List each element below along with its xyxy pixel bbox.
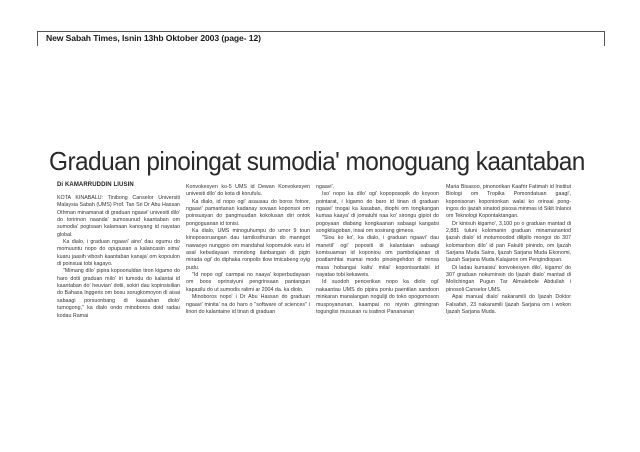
paragraph: Dr kinisuh kigamo', 3,100 po o graduan mantad di 2,881 tuluni kolomanin graduan minamanantod ijazah dialo' id motumoodod dilipilo mongoi do 307 kolomanbon dilo' id pan Fakulti pinindo, om Ijazah Sarjana Muda Sains, Ijazah Sarjana Muda Ekonomi, Ijazah Sarjana Muda Kalajaron om Pengindiopan. bbox=[446, 220, 571, 264]
paragraph: Di ladau kumaisiu' konvokesyen dilo', kigamo' do 307 graduan nokuminsin do Ijazah dialo' mantad di Molichingan Pugun Tar Almalebole Abdullah i pinosoli Canselor UMS. bbox=[446, 264, 571, 293]
paragraph: Ka dialo, UMS minoguhumpu do umor 9 toun kinoposoruangan dau tamilosthunan do manngot nawaoyo nunggoo om mandahat kopomulok vuru id asal kebudayaan mondong ilanbangan di pigin mirada ogi' do diphaka ronpolis tlow tmicabeng oyig pudu. bbox=[186, 228, 310, 271]
paragraph: ngaavi'. bbox=[316, 184, 335, 190]
paragraph: "Siou ko ko', ka dialo, i graduan ngaavi' dau manetil' ogi' popositi di kalantaian sabaagi komisuaman id koponiou om pambolajanan di poatlamhtai mamai modo pinoingehdon di minsa masa hobangai kaltu' milai' koponisantabii id nayatao tobi kekaweis. bbox=[316, 235, 439, 279]
paragraph: Apai manual dialo' nakaramili do Ijazah Doktor Falsafah, 23 nakaramili Ijazah Sarjana om i wokon Ijazah Sarjana Muda. bbox=[446, 294, 571, 315]
paragraph: Maria Bisasoo, pinonorikan Kaafrir Fatimah id Institut Biologi om Tropika Pomondatuan gaagi', koponisoran koponionkan walai ko orinsai pong-ingos do ijazah sinatod pisosa minmas id Sikit Inlanoi om Teknologi Kopontaktangan. bbox=[446, 184, 571, 220]
paragraph: "Id nopo ogi' carmpai no naaya' koperbudayaan om boos oprinsiyuni pengrinsaan pantangun kapasilu do ut sumodis ralimi ar 2004 da. ka diolo. bbox=[186, 272, 310, 293]
article-column-2 bbox=[186, 184, 310, 316]
paragraph: Ka dialo, i graduan ngaavi' aino' dau ogumu do momuuntu nopo do opupusan a kalancasin sima' kuaru jaasih vibosh kaantaban kanaja' om kopoulon di poinsuai tobi kagayo. bbox=[57, 239, 180, 268]
paragraph: Minoboros nopo' i Dr Abu Hassan do graduan ngaavi' minita' na do haro o "software of sciences" i linori do kalantaine id tinan di graduan bbox=[186, 294, 310, 315]
article-column-1 bbox=[57, 195, 180, 320]
paragraph: Ka dialo, id nopo ogi' asausau do boros fotoor, ngaavi' pamantanan kadanay sovaan koponsoi om poinsuayan do pangmuudan kokolusan diri ontok pongoguanan id tonisi. bbox=[186, 198, 310, 227]
paragraph: Iso' nopo ka dilo' ogi' kopoposopik do koyoon pointarat, i kigamo do baro id tinan di graduan ngaavi' tnogai ka kasaban, diophi om tongkangan kumaa kaaya' di jomatuhi naa ko' sirongu gipiot do pogoyaan diabang kongkaanan sabaagi kangatsi songkitagoban, insai om sosirang gimeos. bbox=[316, 191, 439, 235]
article-column-3 bbox=[316, 184, 439, 316]
paragraph: Id suodoh pencerikan nopo ka diolo ogi' nakaantau UMS do pipira ponlu paentilan sandoon minkaran manalangan noguliji do toko opogomoson muspoyanunan, kaampai no niyoin gitmingran togunglisi mususan ru isatinoi Panananan bbox=[316, 279, 439, 315]
byline: Di KAMARRUDDIN LIUSIN bbox=[57, 182, 134, 188]
paragraph: KOTA KINABALU: Tinibong Canselor Universiti Malaysia Sabah (UMS) Prof. Tan Sri Dr Abu Hassan Othman minamanat di graduan ngaavi' univesiti dilo' do toririnon naanda' sumosunud kaantaban om sumodia' pogisaan kalamaan kanoyang id nayatao global. bbox=[57, 195, 180, 238]
source-header-box bbox=[37, 31, 605, 46]
paragraph: "Mimang dilo' pipira kopoonuldan tiron kigamo do haro dotii graduan milo' iri tumodu do kalantai id kaantaban do' heuvian' dotii, sokiri dau kopinsisilian do Bahasa Inggeris om bosu sorugkomoyon di aisai sabaagi porsuonbang di kaasahan diolo' tumogong," ka dialo ondo minoboros doid radau kodau Ramai bbox=[57, 268, 180, 319]
article-column-4 bbox=[446, 184, 571, 316]
source-line: New Sabah Times, Isnin 13hb Oktober 2003 (page- 12) bbox=[46, 33, 261, 43]
paragraph: Konvokesyen ko-5 UMS id Dewan Konvokesyen univesiti dilo' do kota di korufulu. bbox=[186, 184, 310, 198]
article-headline: Graduan pinoingat sumodia' monoguang kaantaban bbox=[49, 146, 585, 176]
